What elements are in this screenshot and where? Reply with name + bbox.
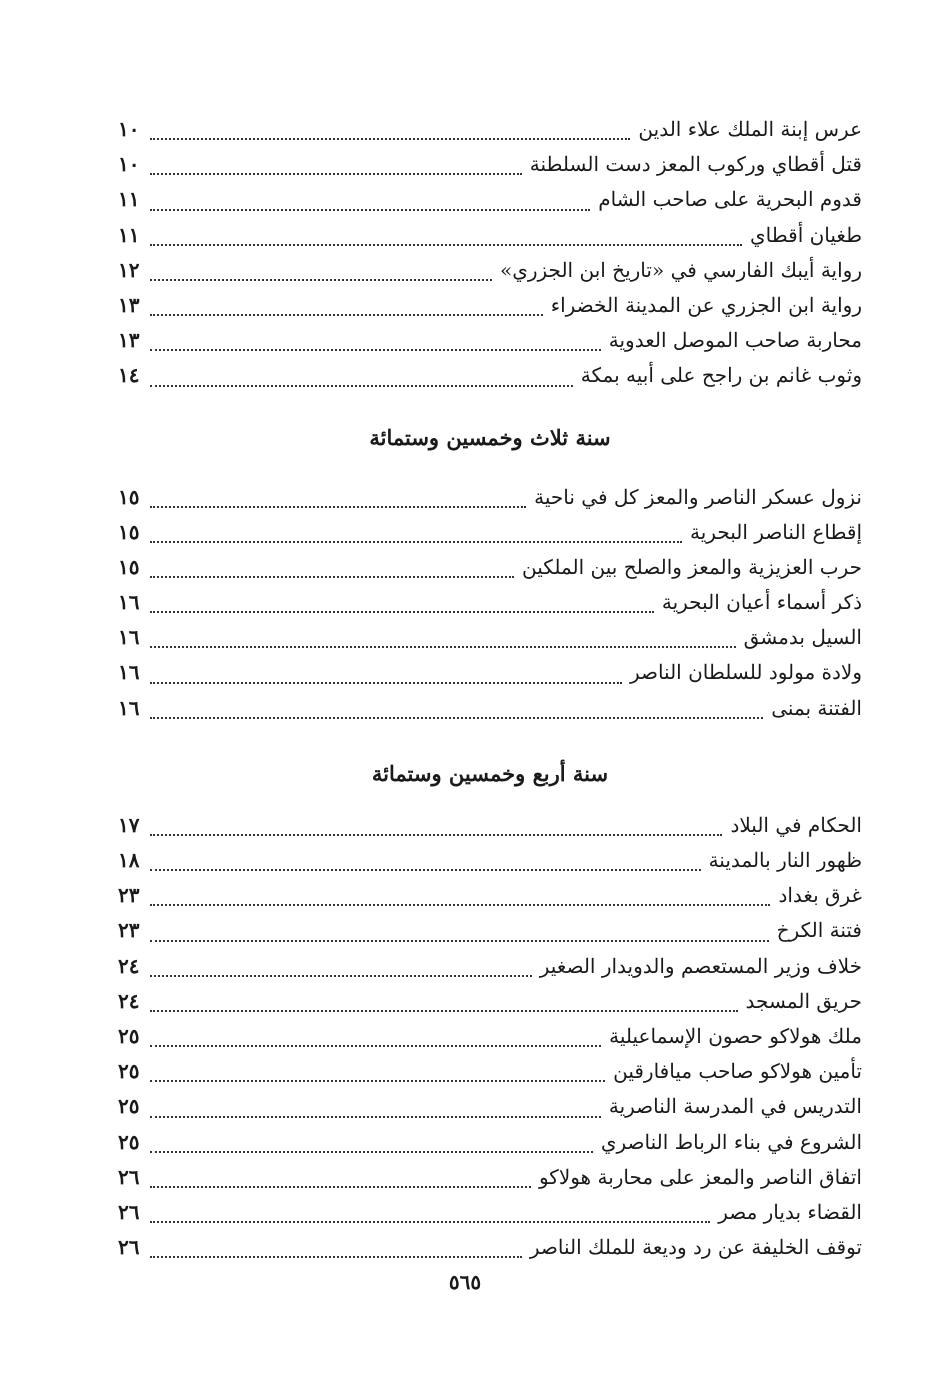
toc-entry — [118, 655, 862, 690]
toc-entry — [118, 691, 862, 726]
entry-page-number: ١٦ — [118, 695, 140, 720]
toc-entry — [118, 585, 862, 620]
dot-leader — [150, 1186, 531, 1188]
entry-title: فتنة الكرخ — [776, 918, 862, 943]
entry-page-number: ٢٥ — [118, 1059, 140, 1084]
toc-entry — [118, 1195, 862, 1230]
entry-title: توقف الخليفة عن رد وديعة للملك الناصر — [529, 1235, 862, 1260]
entry-page-number: ١١ — [118, 222, 140, 247]
entry-title: خلاف وزير المستعصم والدويدار الصغير — [539, 953, 862, 978]
dot-leader — [150, 1116, 601, 1118]
entry-page-number: ١٥ — [118, 554, 140, 579]
dot-leader — [150, 314, 543, 316]
dot-leader — [150, 904, 770, 906]
dot-leader — [150, 1256, 522, 1258]
entry-title: رواية أيبك الفارسي في «تاريخ ابن الجزري» — [499, 257, 862, 282]
entry-title: التدريس في المدرسة الناصرية — [608, 1094, 862, 1119]
toc-entry — [118, 358, 862, 393]
dot-leader — [150, 541, 682, 543]
toc-entry — [118, 1160, 862, 1195]
entry-title: محاربة صاحب الموصل العدوية — [608, 328, 862, 353]
entry-page-number: ١٢ — [118, 257, 140, 282]
entry-page-number: ١٦ — [118, 590, 140, 615]
toc-entry — [118, 112, 862, 147]
toc-entry — [118, 288, 862, 323]
entry-page-number: ١٣ — [118, 328, 140, 353]
toc-entry — [118, 808, 862, 843]
entry-page-number: ٢٦ — [118, 1235, 140, 1260]
entry-title: السيل بدمشق — [743, 625, 862, 650]
toc-section-year-653 — [118, 394, 862, 726]
entry-page-number: ١٥ — [118, 484, 140, 509]
entry-page-number: ١٥ — [118, 519, 140, 544]
entry-page-number: ١٧ — [118, 812, 140, 837]
toc-entry — [118, 480, 862, 515]
page-number: ٥٦٥ — [448, 1270, 482, 1294]
toc-entry — [118, 253, 862, 288]
dot-leader — [150, 244, 742, 246]
toc-entry — [118, 323, 862, 358]
entry-title: قتل أقطاي وركوب المعز دست السلطنة — [529, 152, 862, 177]
dot-leader — [150, 1080, 605, 1082]
section-heading: سنة أربع وخمسين وستمائة — [371, 760, 609, 786]
entry-page-number: ١٤ — [118, 363, 140, 388]
dot-leader — [150, 173, 522, 175]
entry-title: ولادة مولود للسلطان الناصر — [629, 660, 862, 685]
toc-entry — [118, 1230, 862, 1265]
toc-entry — [118, 1089, 862, 1124]
dot-leader — [150, 1221, 710, 1223]
entry-page-number: ٢٥ — [118, 1094, 140, 1119]
entry-page-number: ٢٤ — [118, 988, 140, 1013]
entry-page-number: ١٣ — [118, 292, 140, 317]
dot-leader — [150, 1010, 738, 1012]
entry-title: وثوب غانم بن راجح على أبيه بمكة — [580, 363, 862, 388]
dot-leader — [150, 349, 601, 351]
dot-leader — [150, 717, 763, 719]
entry-title: تأمين هولاكو صاحب ميافارقين — [613, 1059, 862, 1084]
table-of-contents — [118, 112, 862, 1265]
entry-title: قدوم البحرية على صاحب الشام — [598, 187, 862, 212]
entry-title: رواية ابن الجزري عن المدينة الخضراء — [550, 292, 862, 317]
toc-entry — [118, 843, 862, 878]
entry-title: إقطاع الناصر البحرية — [690, 519, 862, 544]
dot-leader — [150, 138, 630, 140]
toc-entry — [118, 1125, 862, 1160]
dot-leader — [150, 940, 769, 942]
dot-leader — [150, 869, 701, 871]
entry-title: الشروع في بناء الرباط الناصري — [600, 1129, 862, 1154]
dot-leader — [150, 975, 532, 977]
entry-page-number: ١٦ — [118, 660, 140, 685]
dot-leader — [150, 834, 722, 836]
entry-title: القضاء بديار مصر — [718, 1199, 862, 1224]
dot-leader — [150, 1045, 601, 1047]
toc-entry — [118, 515, 862, 550]
entry-page-number: ١٠ — [118, 152, 140, 177]
entry-title: طغيان أقطاي — [749, 222, 862, 247]
dot-leader — [150, 385, 573, 387]
entry-title: اتفاق الناصر والمعز على محاربة هولاكو — [538, 1164, 862, 1189]
entry-title: ملك هولاكو حصون الإسماعيلية — [609, 1023, 862, 1048]
toc-entry — [118, 913, 862, 948]
entry-page-number: ٢٤ — [118, 953, 140, 978]
dot-leader — [150, 279, 492, 281]
entry-title: غرق بغداد — [778, 883, 862, 908]
entry-page-number: ٢٦ — [118, 1164, 140, 1189]
toc-entry — [118, 1054, 862, 1089]
toc-entry — [118, 147, 862, 182]
section-heading: سنة ثلاث وخمسين وستمائة — [369, 424, 611, 450]
entry-title: عرس إبنة الملك علاء الدين — [638, 117, 862, 141]
dot-leader — [150, 506, 526, 508]
toc-entry — [118, 620, 862, 655]
entry-page-number: ١٨ — [118, 848, 140, 872]
entry-page-number: ٢٣ — [118, 918, 140, 943]
toc-entry — [118, 182, 862, 217]
dot-leader — [150, 209, 590, 211]
toc-entry — [118, 218, 862, 253]
toc-entry — [118, 1019, 862, 1054]
entry-page-number: ٢٣ — [118, 883, 140, 908]
entry-page-number: ١١ — [118, 187, 140, 212]
dot-leader — [150, 1151, 593, 1153]
entry-title: ذكر أسماء أعيان البحرية — [661, 590, 862, 615]
entry-page-number: ١٦ — [118, 625, 140, 650]
entry-page-number: ٢٥ — [118, 1129, 140, 1154]
entry-title: حريق المسجد — [745, 988, 862, 1013]
entry-page-number: ١٠ — [118, 117, 140, 141]
entry-title: ظهور النار بالمدينة — [708, 848, 862, 872]
toc-entry — [118, 984, 862, 1019]
dot-leader — [150, 646, 736, 648]
toc-section-year-654 — [118, 726, 862, 1265]
entry-title: الفتنة بمنى — [771, 695, 862, 720]
toc-entry — [118, 550, 862, 585]
toc-section-continued — [118, 112, 862, 394]
dot-leader — [150, 576, 514, 578]
entry-title: الحكام في البلاد — [730, 812, 862, 837]
toc-entry — [118, 949, 862, 984]
entry-page-number: ٢٦ — [118, 1199, 140, 1224]
entry-title: نزول عسكر الناصر والمعز كل في ناحية — [534, 484, 862, 509]
toc-entry — [118, 878, 862, 913]
entry-page-number: ٢٥ — [118, 1023, 140, 1048]
dot-leader — [150, 682, 622, 684]
dot-leader — [150, 611, 654, 613]
entry-title: حرب العزيزية والمعز والصلح بين الملكين — [522, 554, 862, 579]
